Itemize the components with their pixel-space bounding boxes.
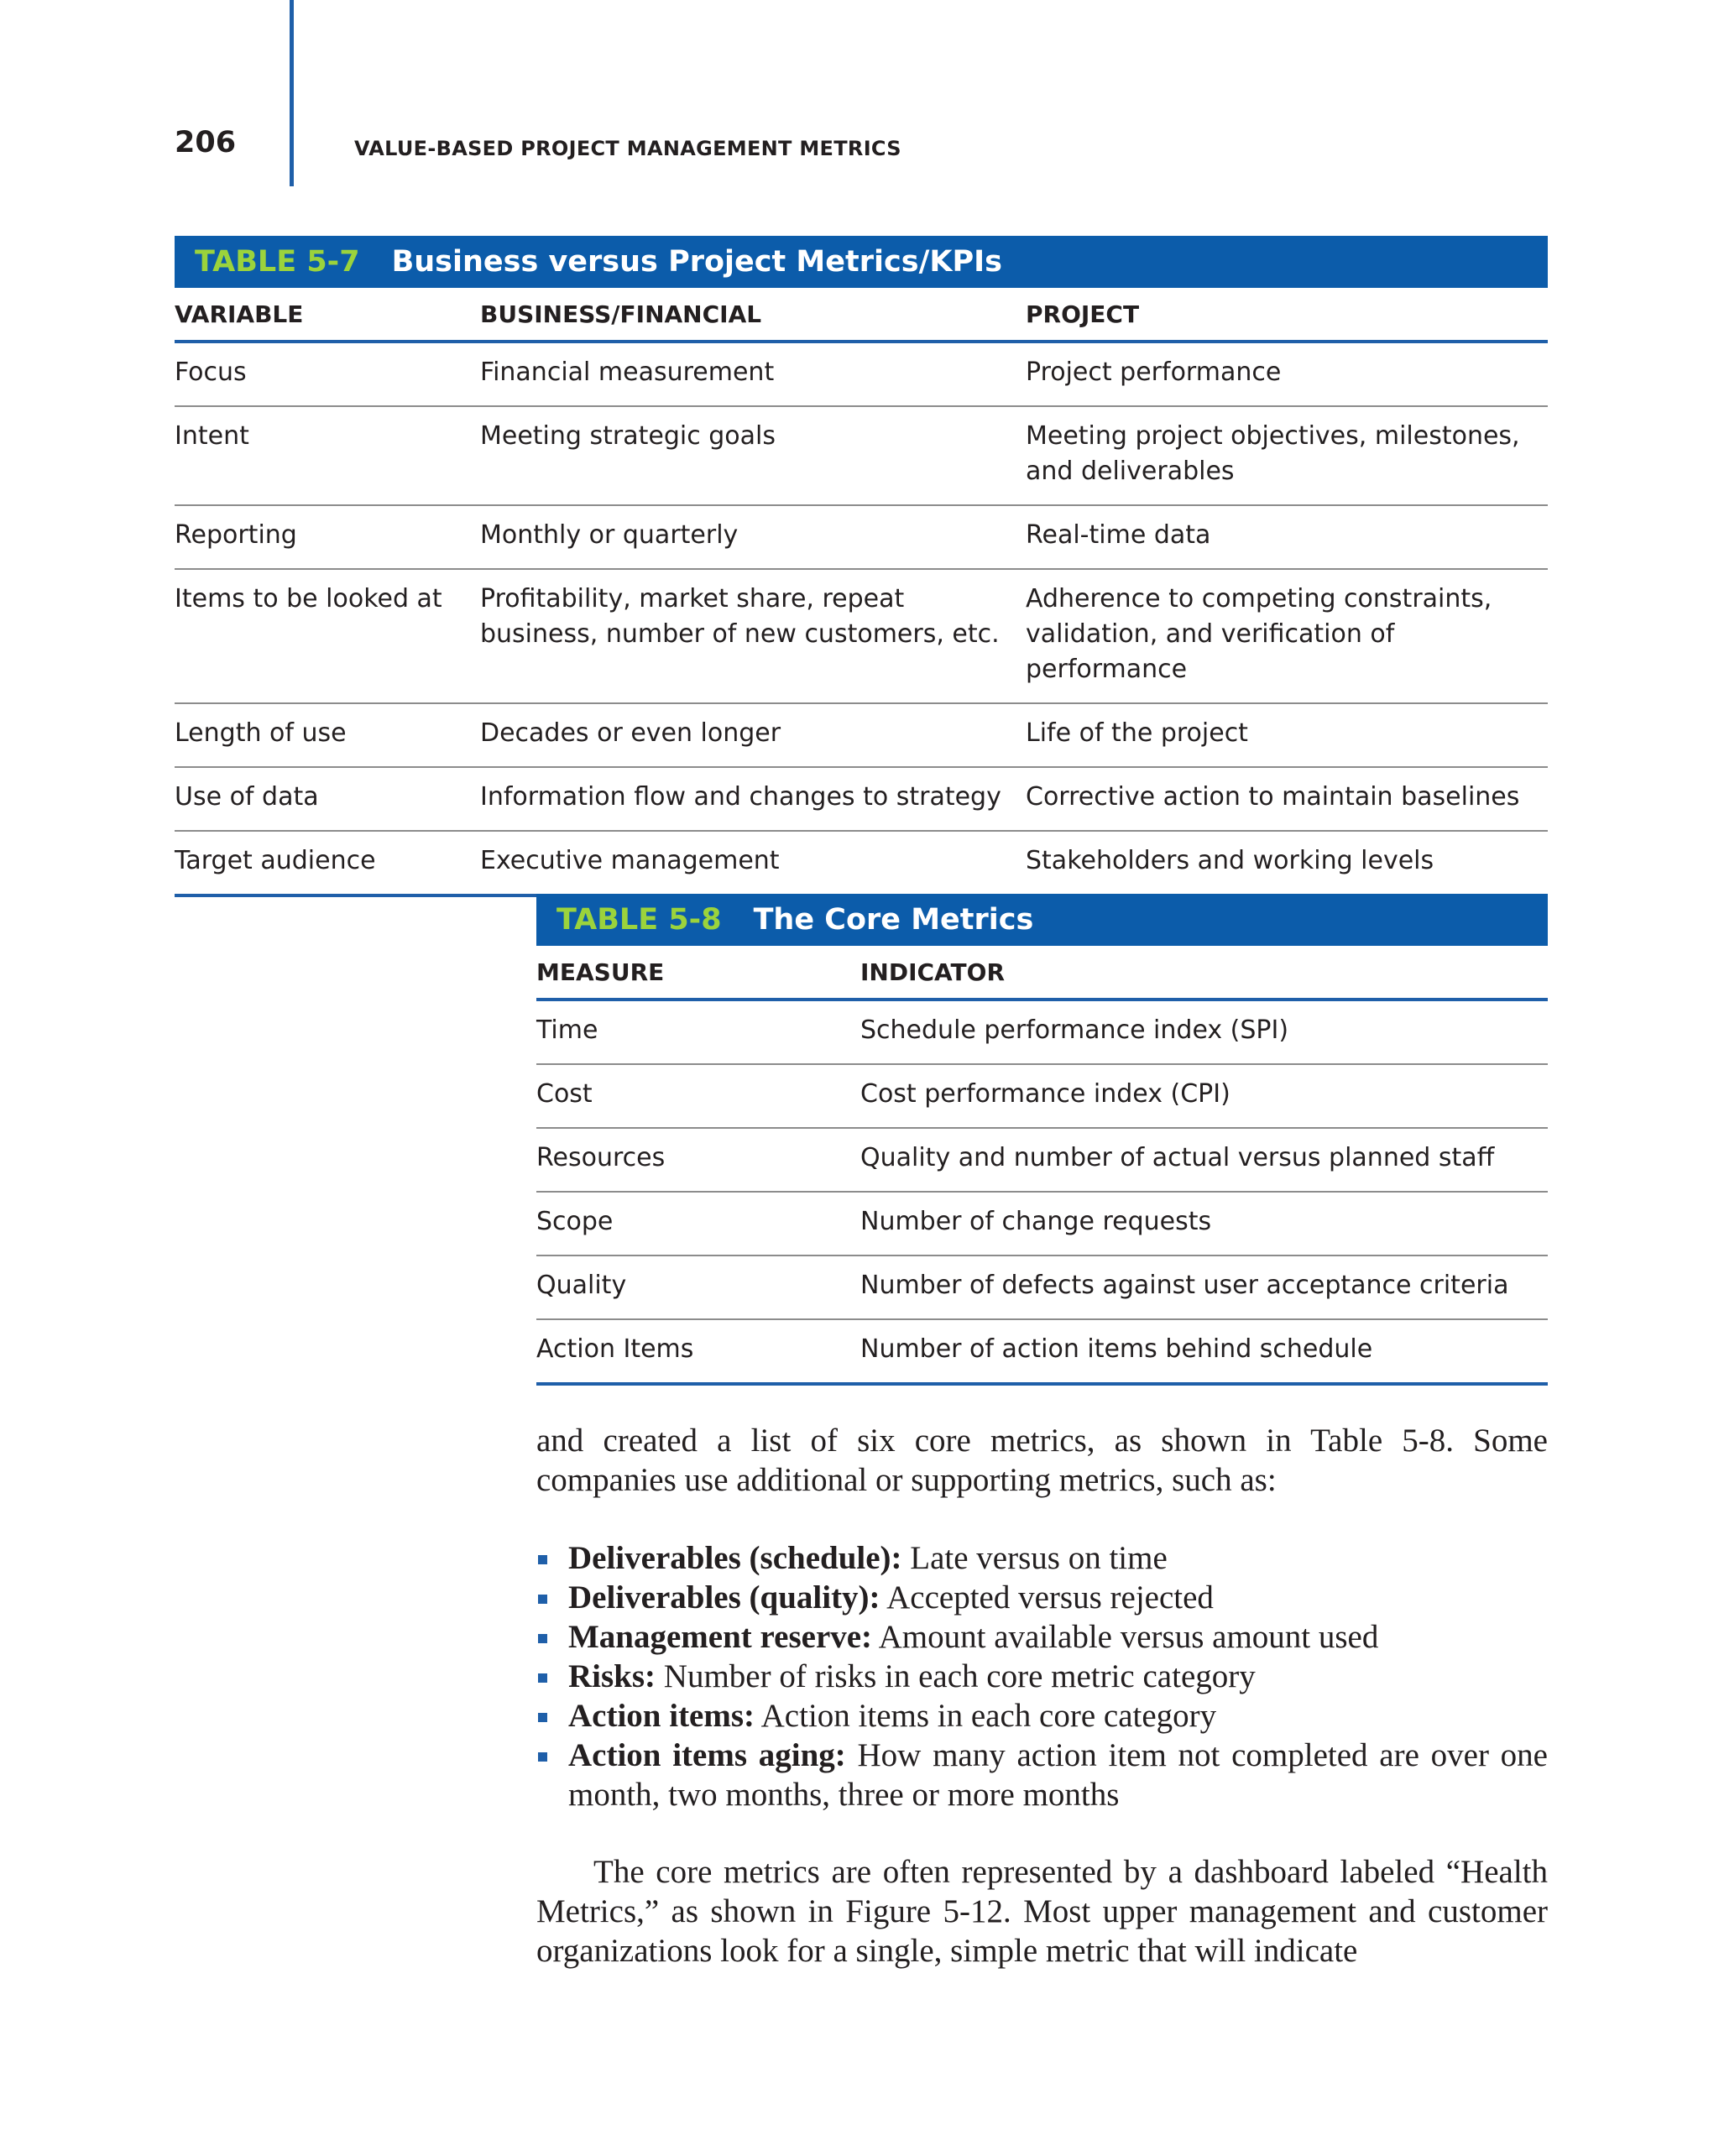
body-paragraph-2: The core metrics are often represented by a dashboard labeled “Health Metrics,” as shown in Figure 5-12. Most upper management and customer organizations look for a single, simple metric that will indicate — [536, 1854, 1548, 1969]
table-cell: Life of the project — [1026, 718, 1248, 748]
table-cell: Focus — [175, 358, 247, 387]
list-item — [536, 1736, 1548, 1814]
table-cell: Quality — [536, 1271, 627, 1300]
header-rule — [290, 0, 294, 186]
list-item-text: Number of risks in each core metric category — [656, 1658, 1256, 1694]
body-paragraph-1: and created a list of six core metrics, as shown in Table 5-8. Some companies use additional or supporting metrics, such as: — [536, 1423, 1548, 1498]
table-title-bar — [175, 236, 1548, 288]
table-row — [175, 506, 1548, 570]
bullet-square-icon — [538, 1752, 547, 1762]
list-item-term: Deliverables (quality): — [568, 1579, 880, 1616]
table-cell: Real-time data — [1026, 520, 1211, 550]
table-cell: Decades or even longer — [480, 718, 781, 748]
table-cell: Project performance — [1026, 358, 1282, 387]
table-row — [536, 1193, 1548, 1256]
list-item-text: Amount available versus amount used — [872, 1619, 1379, 1655]
table-title: The Core Metrics — [753, 903, 1034, 937]
table-5-8 — [536, 894, 1548, 1386]
table-cell: Resources — [536, 1143, 666, 1172]
bullet-square-icon — [538, 1634, 547, 1643]
table-header-row — [175, 288, 1548, 343]
list-item — [536, 1578, 1548, 1617]
table-cell: Reporting — [175, 520, 297, 550]
bullet-square-icon — [538, 1555, 547, 1564]
table-cell: Number of defects against user acceptance criteria — [860, 1271, 1509, 1300]
list-item-text: How many action item not completed are over one month, two months, three or more months — [568, 1737, 1548, 1813]
table-number: TABLE 5-8 — [556, 903, 722, 937]
table-body — [175, 343, 1548, 897]
column-header-measure: MEASURE — [536, 958, 665, 986]
table-body — [536, 1001, 1548, 1386]
table-row — [536, 1001, 1548, 1065]
list-item-text: Action items in each core category — [755, 1698, 1217, 1734]
table-cell: Cost — [536, 1079, 593, 1109]
list-item-term: Management reserve: — [568, 1619, 873, 1655]
table-cell: Use of data — [175, 782, 319, 812]
table-header-row — [536, 946, 1548, 1001]
table-row — [175, 704, 1548, 768]
table-cell: Number of change requests — [860, 1207, 1212, 1236]
list-item — [536, 1657, 1548, 1696]
table-cell: Meeting strategic goals — [480, 421, 776, 451]
list-item — [536, 1617, 1548, 1657]
column-header-project: PROJECT — [1026, 300, 1140, 328]
table-title-bar — [536, 894, 1548, 946]
table-5-7 — [175, 236, 1548, 897]
table-cell: Information flow and changes to strategy — [480, 782, 1001, 812]
table-row — [536, 1320, 1548, 1386]
table-cell: Cost performance index (CPI) — [860, 1079, 1230, 1109]
table-row — [536, 1065, 1548, 1129]
list-item — [536, 1538, 1548, 1578]
table-cell: Monthly or quarterly — [480, 520, 739, 550]
bullet-square-icon — [538, 1673, 547, 1683]
table-cell: Quality and number of actual versus planned staff — [860, 1143, 1495, 1172]
bullet-square-icon — [538, 1713, 547, 1722]
table-title: Business versus Project Metrics/KPIs — [391, 245, 1002, 279]
list-item-text: Accepted versus rejected — [880, 1579, 1214, 1616]
list-item-term: Action items aging: — [568, 1737, 846, 1773]
table-cell: Action Items — [536, 1334, 694, 1364]
table-cell: Schedule performance index (SPI) — [860, 1015, 1289, 1045]
table-row — [175, 832, 1548, 897]
list-item-text: Late versus on time — [901, 1540, 1168, 1576]
table-cell: Scope — [536, 1207, 614, 1236]
table-row — [536, 1256, 1548, 1320]
table-row — [175, 343, 1548, 407]
column-header-indicator: INDICATOR — [860, 958, 1006, 986]
bullet-square-icon — [538, 1595, 547, 1604]
table-cell: Financial measurement — [480, 358, 775, 387]
column-header-variable: VARIABLE — [175, 300, 304, 328]
column-header-business: BUSINESS/FINANCIAL — [480, 300, 762, 328]
table-cell: Corrective action to maintain baselines — [1026, 782, 1520, 812]
table-cell: Target audience — [175, 846, 376, 875]
table-number: TABLE 5-7 — [195, 245, 360, 279]
page-number: 206 — [175, 126, 237, 159]
table-cell: Stakeholders and working levels — [1026, 846, 1434, 875]
table-cell: Length of use — [175, 718, 347, 748]
list-item-term: Action items: — [568, 1698, 755, 1734]
list-item-term: Deliverables (schedule): — [568, 1540, 902, 1576]
bullet-list — [536, 1538, 1548, 1814]
list-item-term: Risks: — [568, 1658, 656, 1694]
table-cell: Number of action items behind schedule — [860, 1334, 1373, 1364]
table-cell: Adherence to competing constraints, validation, and verification of performance — [1026, 584, 1492, 684]
table-row — [175, 570, 1548, 704]
table-cell: Executive management — [480, 846, 780, 875]
table-cell: Meeting project objectives, milestones, and deliverables — [1026, 421, 1520, 486]
running-head: VALUE-BASED PROJECT MANAGEMENT METRICS — [354, 137, 901, 160]
table-cell: Items to be looked at — [175, 584, 442, 613]
table-row — [175, 407, 1548, 506]
table-cell: Intent — [175, 421, 249, 451]
table-row — [175, 768, 1548, 832]
table-cell: Profitability, market share, repeat business, number of new customers, etc. — [480, 584, 1000, 649]
table-row — [536, 1129, 1548, 1193]
table-cell: Time — [536, 1015, 598, 1045]
list-item — [536, 1696, 1548, 1736]
